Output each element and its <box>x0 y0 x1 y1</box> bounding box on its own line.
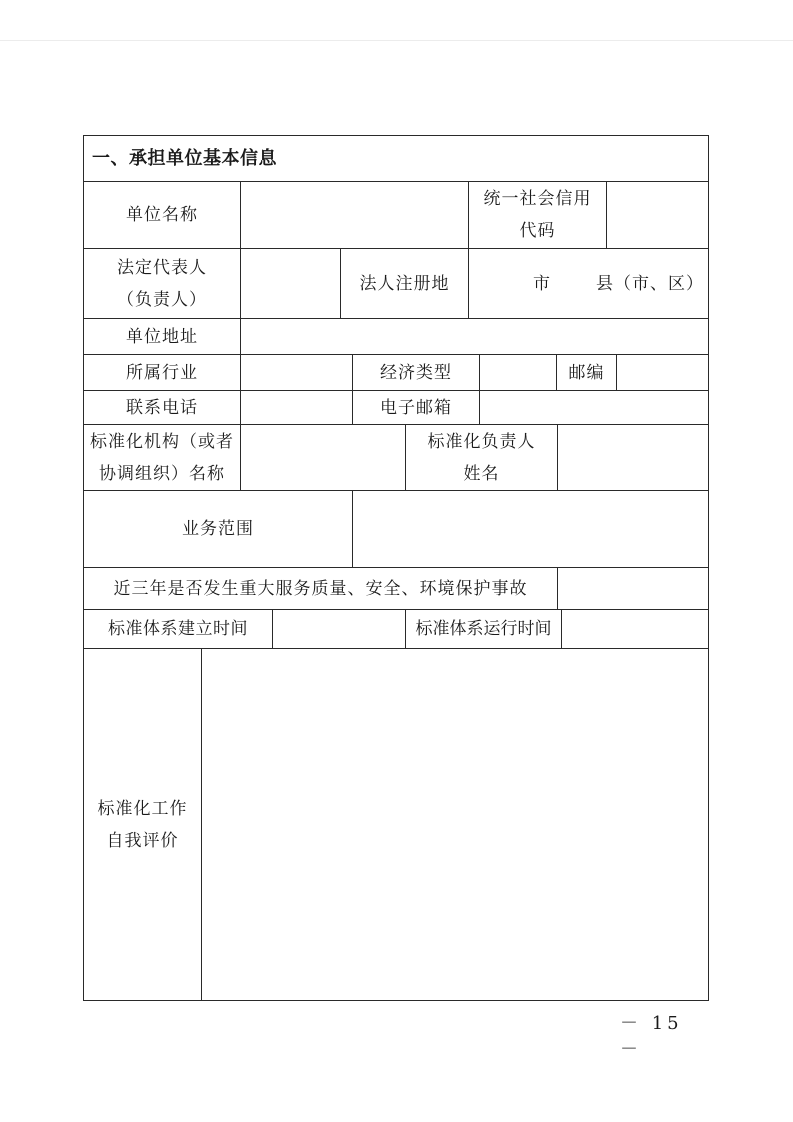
col-line <box>240 424 241 490</box>
row-line <box>83 1000 709 1001</box>
system-built-label: 标准体系建立时间 <box>108 619 248 639</box>
std-org-label-line2: 协调组织）名称 <box>99 463 225 484</box>
self-eval-label-line1: 标准化工作 <box>97 798 188 819</box>
col-line <box>240 318 241 354</box>
col-line <box>561 609 562 648</box>
self-eval-label <box>84 649 201 1000</box>
legal-rep-label <box>84 249 240 318</box>
col-line <box>479 354 480 390</box>
industry-label: 所属行业 <box>126 362 198 383</box>
city-label: 市 <box>533 273 551 294</box>
col-line <box>708 135 709 1001</box>
postcode-label: 邮编 <box>568 362 605 383</box>
col-line <box>616 354 617 390</box>
col-line <box>352 490 353 567</box>
std-org-label-line1: 标准化机构（或者 <box>90 431 234 452</box>
col-line <box>240 181 241 248</box>
system-run-label: 标准体系运行时间 <box>415 619 552 639</box>
phone-label: 联系电话 <box>126 397 198 418</box>
legal-rep-label-line1: 法定代表人 <box>117 257 207 278</box>
col-line <box>240 390 241 424</box>
col-line <box>468 248 469 318</box>
unit-name-label: 单位名称 <box>126 205 198 225</box>
std-org-label <box>84 425 240 490</box>
business-scope-label: 业务范围 <box>182 519 254 539</box>
std-head-label-line2: 姓名 <box>463 463 500 484</box>
std-head-label-line1: 标准化负责人 <box>427 431 536 452</box>
email-label: 电子邮箱 <box>380 397 452 418</box>
credit-code-label <box>469 182 606 248</box>
page-number: － 15 － <box>620 1013 683 1060</box>
credit-code-label-line2: 代码 <box>519 221 556 241</box>
col-line <box>557 567 558 609</box>
col-line <box>272 609 273 648</box>
col-line <box>201 648 202 1000</box>
col-line <box>557 424 558 490</box>
legal-rep-label-line2: （负责人） <box>117 289 207 310</box>
self-eval-label-line2: 自我评价 <box>106 830 179 851</box>
col-line <box>240 248 241 318</box>
col-line <box>606 181 607 248</box>
county-label: 县（市、区） <box>596 273 704 294</box>
section-title: 一、承担单位基本信息 <box>92 147 277 169</box>
credit-code-label-line1: 统一社会信用 <box>483 189 592 209</box>
address-label: 单位地址 <box>126 326 198 347</box>
econ-type-label: 经济类型 <box>380 362 452 383</box>
col-line <box>479 390 480 424</box>
accidents-label: 近三年是否发生重大服务质量、安全、环境保护事故 <box>113 578 528 599</box>
std-head-label <box>406 425 557 490</box>
reg-place-label: 法人注册地 <box>359 273 450 294</box>
col-line <box>240 354 241 390</box>
